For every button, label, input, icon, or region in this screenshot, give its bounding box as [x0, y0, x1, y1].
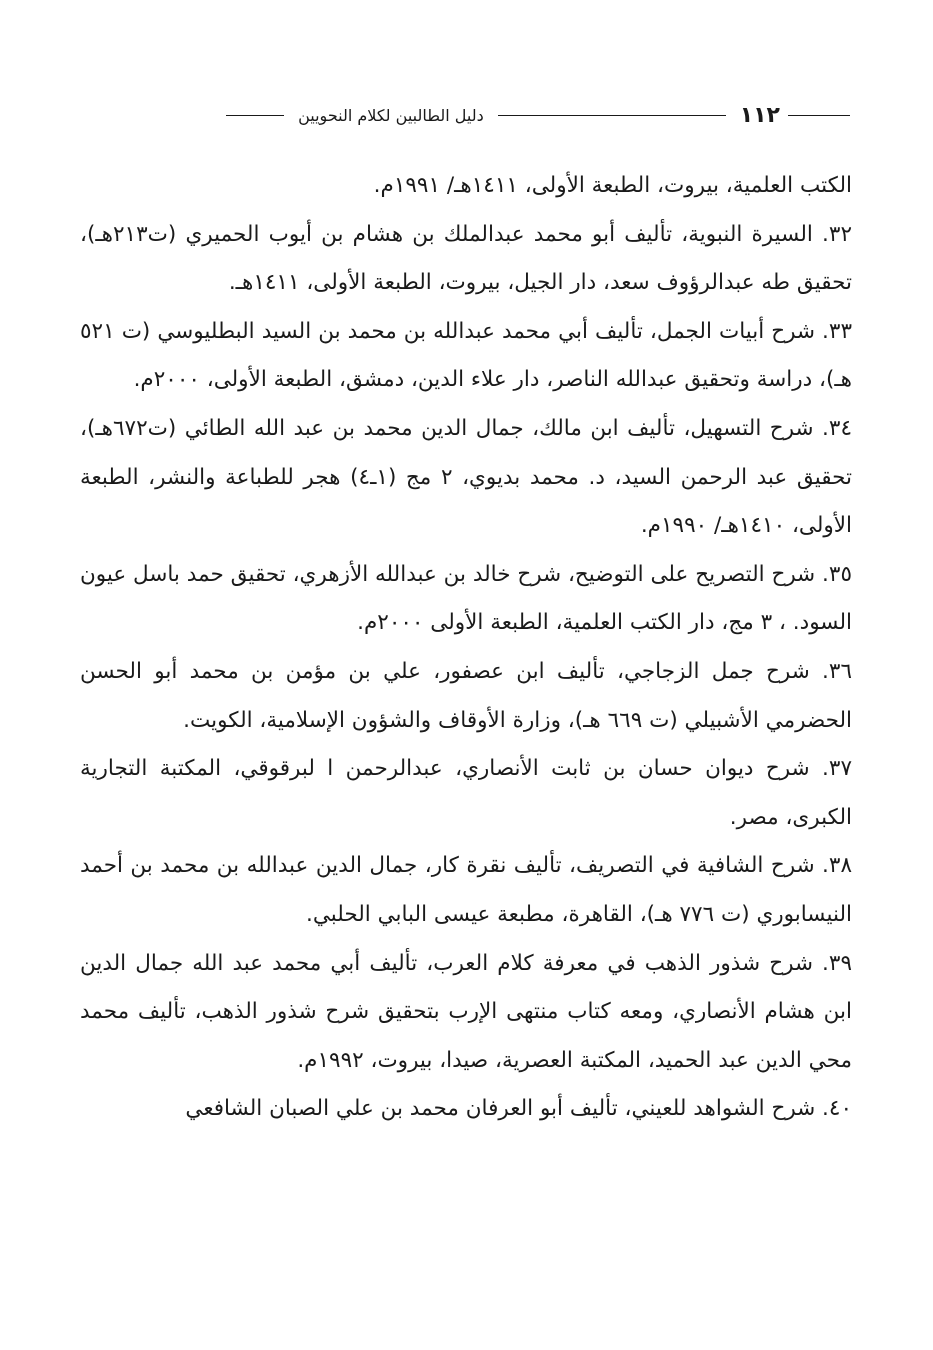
bibliography-list	[80, 162, 852, 1134]
entry-continuation: الكتب العلمية، بيروت، الطبعة الأولى، ١٤١١هـ/ ١٩٩١م.	[373, 173, 852, 198]
running-header	[92, 100, 850, 130]
bibliography-entry-33: ٣٣. شرح أبيات الجمل، تأليف أبي محمد عبدالله بن محمد بن السيد البطليوسي (ت ٥٢١ هـ)، دراسة وتحقيق عبدالله الناصر، دار علاء الدين، دمشق، الطبعة الأولى، ٢٠٠٠م.	[80, 318, 852, 393]
bibliography-entry-40: ٤٠. شرح الشواهد للعيني، تأليف أبو العرفان محمد بن علي الصبان الشافعي	[185, 1096, 852, 1122]
bibliography-entry-36: ٣٦. شرح جمل الزجاجي، تأليف ابن عصفور، علي بن مؤمن بن محمد أبو الحسن الحضرمي الأشبيلي (ت ٦٦٩ هـ)، وزارة الأوقاف والشؤون الإسلامية، الكويت.	[80, 658, 852, 733]
bibliography-entry-35: ٣٥. شرح التصريح على التوضيح، شرح خالد بن عبدالله الأزهري، تحقيق حمد باسل عيون السود. ، ٣ مج، دار الكتب العلمية، الطبعة الأولى ٢٠٠٠م.	[80, 561, 852, 636]
running-title: دليل الطالبين لكلام النحويين	[298, 105, 484, 125]
header-rule-left	[226, 115, 284, 116]
header-rule-middle	[498, 115, 726, 116]
bibliography-entry-32: ٣٢. السيرة النبوية، تأليف أبو محمد عبدالملك بن هشام بن أيوب الحميري (ت٢١٣هـ)، تحقيق طه عبدالرؤوف سعد، دار الجيل، بيروت، الطبعة الأولى، ١٤١١هـ.	[80, 221, 852, 296]
bibliography-entry-34: ٣٤. شرح التسهيل، تأليف ابن مالك، جمال الدين محمد بن عبد الله الطائي (ت٦٧٢هـ)، تحقيق عبد الرحمن السيد، د. محمد بديوي، ٢ مج (١ـ٤) هجر للطباعة والنشر، الطبعة الأولى، ١٤١٠هـ/ ١٩٩٠م.	[80, 415, 853, 539]
bibliography-entry-38: ٣٨. شرح الشافية في التصريف، تأليف نقرة كار، جمال الدين عبدالله بن محمد بن أحمد النيسابوري (ت ٧٧٦ هـ)، القاهرة، مطبعة عيسى البابي الحلبي.	[80, 853, 852, 927]
header-rule-right	[788, 115, 850, 116]
page-number: ١١٢	[739, 102, 780, 128]
bibliography-entry-37: ٣٧. شرح ديوان حسان بن ثابت الأنصاري، عبدالرحمن ا لبرقوقي، المكتبة التجارية الكبرى، مصر.	[80, 756, 852, 830]
bibliography-entry-39: ٣٩. شرح شذور الذهب في معرفة كلام العرب، تأليف أبي محمد عبد الله جمال الدين ابن هشام الأنصاري، ومعه كتاب منتهى الإرب بتحقيق شرح شذور الذهب، تأليف محمد محي الدين عبد الحميد، المكتبة العصرية، صيدا، بيروت، ١٩٩٢م.	[80, 950, 852, 1073]
